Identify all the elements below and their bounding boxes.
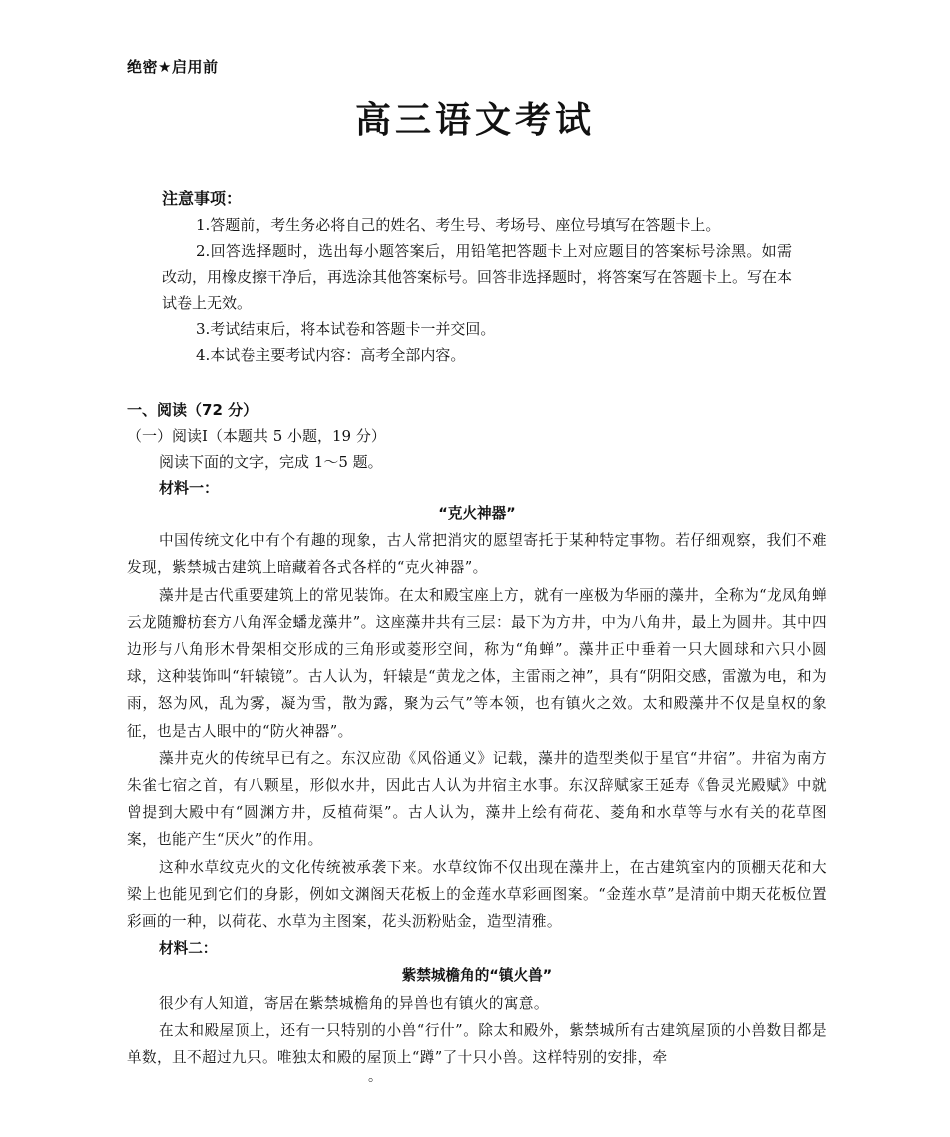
secret-label: 绝密★启用前 xyxy=(127,58,219,76)
material1-paragraph: 藻井是古代重要建筑上的常见装饰。在太和殿宝座上方，就有一座极为华丽的藻井，全称为“龙凤角蝉云龙随瓣枋套方八角浑金蟠龙藻井”。这座藻井共有三层：最下为方井，中为八角井，最上为圆井。其中四边形与八角形木骨架相交形成的三角形或菱形空间，称为“角蝉”。藻井正中垂着一只大圆球和六只小圆球，这种装饰叫“轩辕镜”。古人认为，轩辕是“黄龙之体，主雷雨之神”，具有“阴阳交感，雷激为电，和为雨，怒为风，乱为雾，凝为雪，散为露，聚为云气”等本领，也有镇火之效。太和殿藻井不仅是皇权的象征，也是古人眼中的“防火神器”。 xyxy=(127,586,827,740)
reading-section-header xyxy=(127,397,827,501)
notice-item: 2.回答选择题时，选出每小题答案后，用铅笔把答题卡上对应题目的答案标号涂黑。如需改动，用橡皮擦干净后，再选涂其他答案标号。回答非选择题时，将答案写在答题卡上。写在本试卷上无效。 xyxy=(162,242,793,312)
instruction: 阅读下面的文字，完成 1～5 题。 xyxy=(159,453,383,471)
material1-title: “克火神器” xyxy=(438,505,516,522)
page-title: 高三语文考试 xyxy=(354,100,595,141)
notice-item: 1.答题前，考生务必将自己的姓名、考生号、考场号、座位号填写在答题卡上。 xyxy=(196,216,721,234)
sub-title: （一）阅读Ⅰ（本题共 5 小题，19 分） xyxy=(127,427,386,445)
notice-list xyxy=(162,212,792,368)
material1-paragraph: 中国传统文化中有个有趣的现象，古人常把消灾的愿望寄托于某种特定事物。若仔细观察，我们不难发现，紫禁城古建筑上暗藏着各式各样的“克火神器”。 xyxy=(127,532,827,577)
notice-item: 3.考试结束后，将本试卷和答题卡一并交回。 xyxy=(196,320,496,338)
material2-paragraph: 很少有人知道，寄居在紫禁城檐角的异兽也有镇火的寓意。 xyxy=(159,994,549,1012)
reading-body xyxy=(127,500,827,1071)
notice-heading: 注意事项： xyxy=(162,189,243,208)
footer-mark: 。 xyxy=(368,1069,382,1085)
material1-label: 材料一： xyxy=(159,479,220,497)
part-title: 一、阅读（72 分） xyxy=(127,401,259,419)
material2-paragraph: 在太和殿屋顶上，还有一只特别的小兽“行什”。除太和殿外，紫禁城所有古建筑屋顶的小兽数目都是单数，且不超过九只。唯独太和殿的屋顶上“蹲”了十只小兽。这样特别的安排，牵 xyxy=(127,1021,827,1067)
notice-item: 4.本试卷主要考试内容：高考全部内容。 xyxy=(196,346,466,364)
material2-title: 紫禁城檐角的“镇火兽” xyxy=(401,967,553,985)
material1-paragraph: 这种水草纹克火的文化传统被承袭下来。水草纹饰不仅出现在藻井上，在古建筑室内的顶棚天花和大梁上也能见到它们的身影，例如文渊阁天花板上的金莲水草彩画图案。“金莲水草”是清前中期天花板位置彩画的一种，以荷花、水草为主图案，花头沥粉贴金，造型清雅。 xyxy=(127,858,827,931)
material2-label: 材料二： xyxy=(159,940,218,958)
material1-paragraph: 藻井克火的传统早已有之。东汉应劭《风俗通义》记载，藻井的造型类似于星官“井宿”。井宿为南方朱雀七宿之首，有八颗星，形似水井，因此古人认为井宿主水事。东汉辞赋家王延寿《鲁灵光殿赋》中就曾提到大殿中有“圆渊方井，反植荷渠”。古人认为，藻井上绘有荷花、菱角和水草等与水有关的花草图案，也能产生“厌火”的作用。 xyxy=(127,749,827,849)
